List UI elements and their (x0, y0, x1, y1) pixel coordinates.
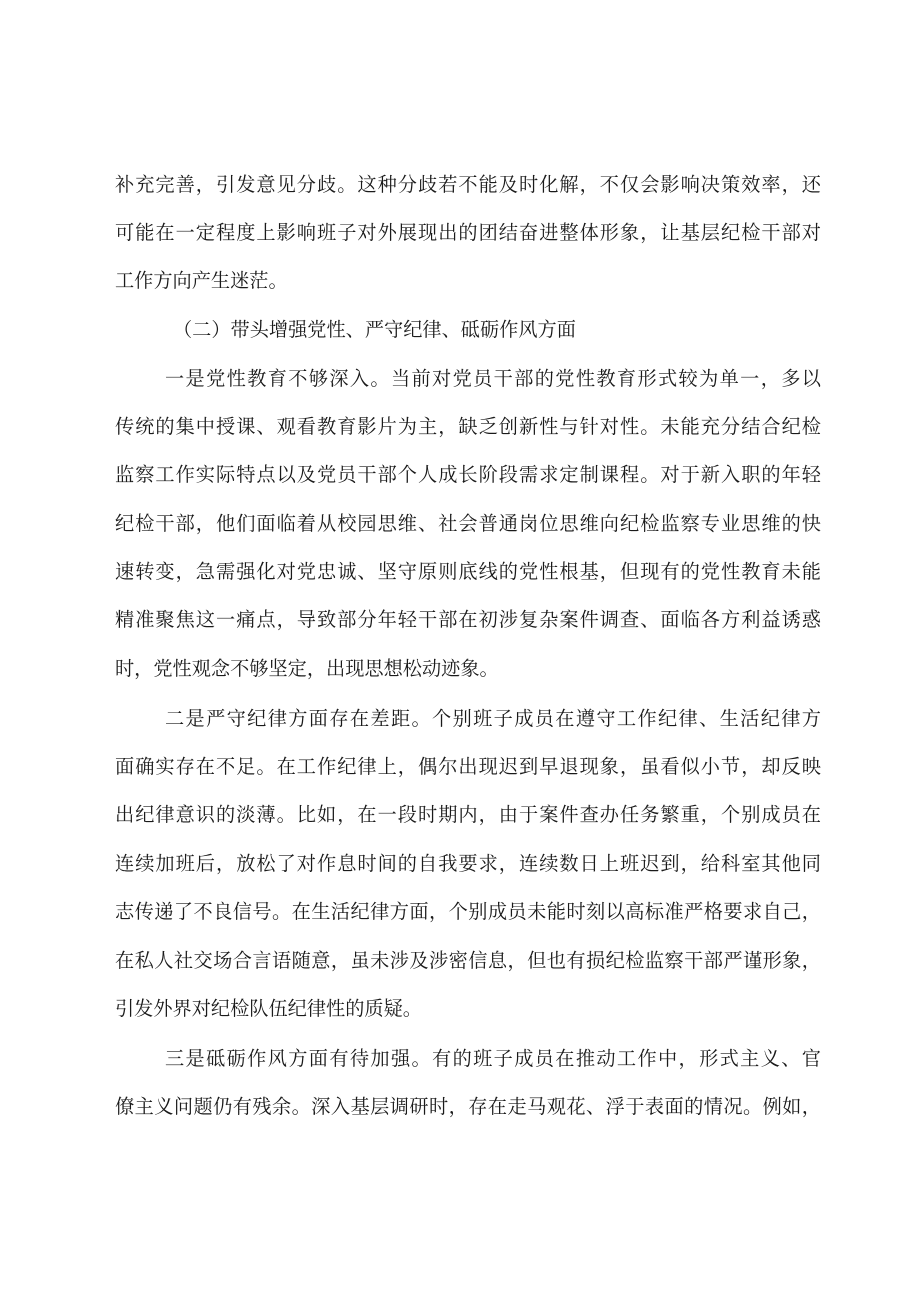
text-line: 时，党性观念不够坚定，出现思想松动迹象。 (115, 657, 499, 680)
text-line: 出纪律意识的淡薄。比如，在一段时期内，由于案件查办任务繁重，个别成员在 (115, 803, 821, 826)
text-line: 三是砥砺作风方面有待加强。有的班子成员在推动工作中，形式主义、官 (165, 1047, 821, 1070)
text-line: 连续加班后，放松了对作息时间的自我要求，连续数日上班迟到，给科室其他同 (115, 852, 821, 875)
text-line: 传统的集中授课、观看教育影片为主，缺乏创新性与针对性。未能充分结合纪检 (115, 415, 821, 438)
text-line: 面确实存在不足。在工作纪律上，偶尔出现迟到早退现象，虽看似小节，却反映 (115, 755, 821, 778)
text-line: 可能在一定程度上影响班子对外展现出的团结奋进整体形象，让基层纪检干部对 (115, 221, 821, 244)
text-line: 二是严守纪律方面存在差距。个别班子成员在遵守工作纪律、生活纪律方 (165, 707, 821, 730)
text-line: 速转变，急需强化对党忠诚、坚守原则底线的党性根基，但现有的党性教育未能 (115, 560, 821, 583)
text-line: 僚主义问题仍有残余。深入基层调研时，存在走马观花、浮于表面的情况。例如， (115, 1095, 821, 1118)
text-line: 监察工作实际特点以及党员干部个人成长阶段需求定制课程。对于新入职的年轻 (115, 463, 821, 486)
text-line: 工作方向产生迷茫。 (115, 269, 288, 292)
text-line: 在私人社交场合言语随意，虽未涉及涉密信息，但也有损纪检监察干部严谨形象， (115, 949, 821, 972)
text-line: 精准聚焦这一痛点，导致部分年轻干部在初涉复杂案件调查、面临各方利益诱惑 (115, 608, 821, 631)
text-line: 志传递了不良信号。在生活纪律方面，个别成员未能时刻以高标准严格要求自己， (115, 900, 821, 923)
text-line: 引发外界对纪检队伍纪律性的质疑。 (115, 997, 422, 1020)
text-line: 纪检干部，他们面临着从校园思维、社会普通岗位思维向纪检监察专业思维的快 (115, 512, 821, 535)
text-line: 补充完善，引发意见分歧。这种分歧若不能及时化解，不仅会影响决策效率，还 (115, 173, 821, 196)
section-heading: （二）带头增强党性、严守纪律、砥砺作风方面 (173, 318, 576, 341)
text-line: 一是党性教育不够深入。当前对党员干部的党性教育形式较为单一，多以 (165, 367, 821, 390)
